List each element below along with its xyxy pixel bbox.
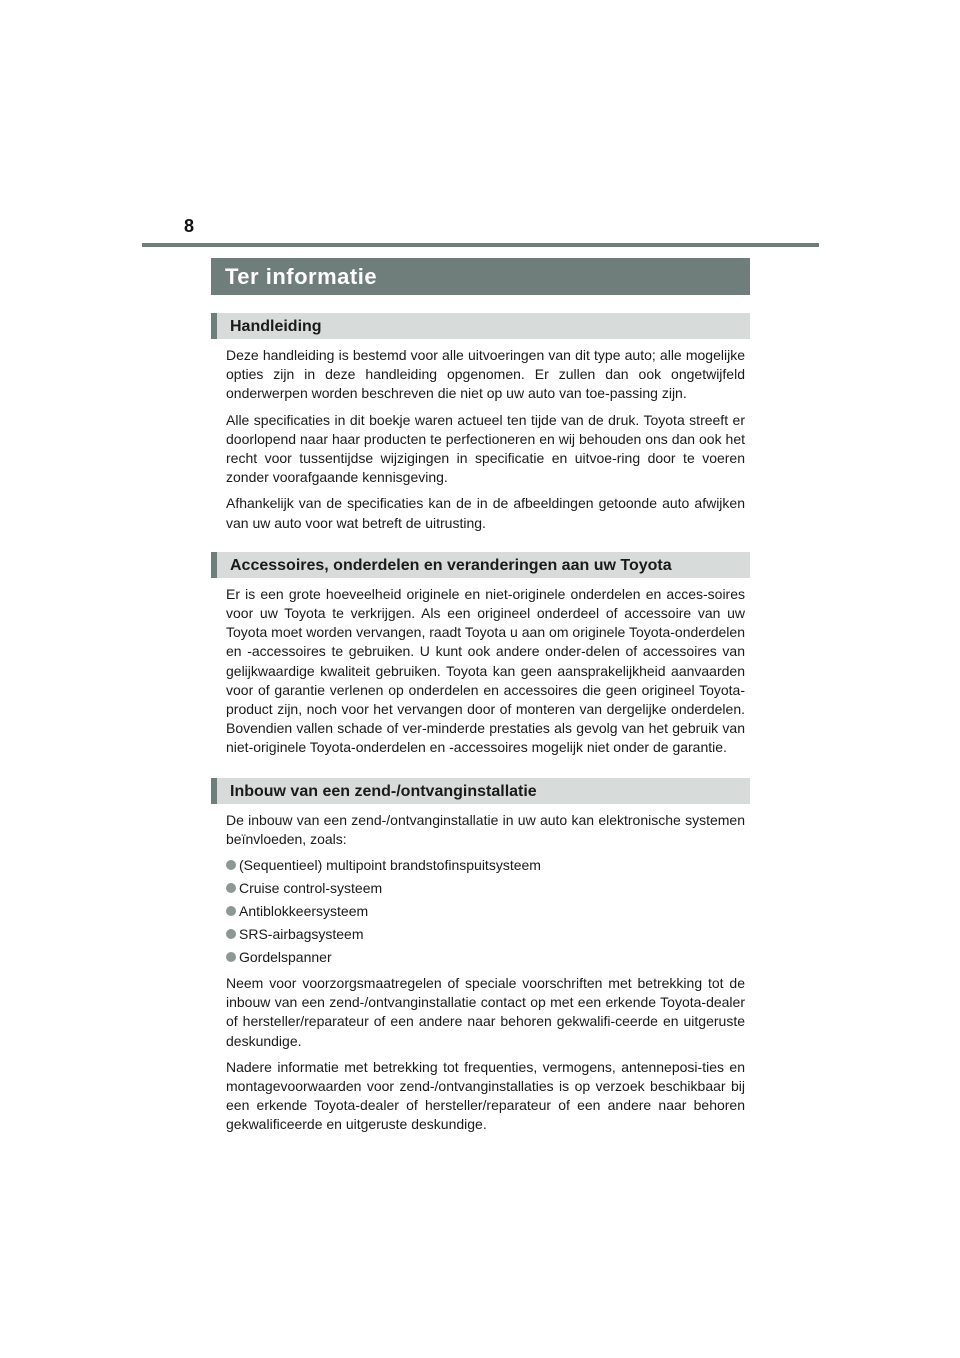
paragraph: Er is een grote hoeveelheid originele en niet-originele onderdelen en acces-soires voor uw Toyota te verkrijgen. Als een origineel onderdeel of accessoire van uw Toyota moet worden vervangen, raadt Toyota u aan om originele Toyota-onderdelen en -accessoires te gebruiken. U kunt ook andere onder-delen of accessoires van gelijkwaardige kwaliteit gebruiken. Toyota kan geen aansprakelijkheid aanvaarden voor of garantie verlenen op onderdelen en accessoires die geen origineel Toyota-product zijn, noch voor het vervangen door of monteren van dergelijke onderdelen. Bovendien vallen schade of ver-minderde prestaties als gevolg van het gebruik van niet-originele Toyota-onderdelen en -accessoires mogelijk niet onder de garantie. [226, 585, 745, 756]
paragraph: Neem voor voorzorgsmaatregelen of speciale voorschriften met betrekking tot de inbouw van een zend-/ontvanginstallatie contact op met een erkende Toyota-dealer of hersteller/reparateur of een andere naar behoren gekwalifi-ceerde en uitgeruste deskundige. [226, 975, 745, 1049]
section-title: Handleiding [230, 318, 322, 335]
page-number: 8 [184, 216, 195, 236]
section-header-inbouw [211, 778, 750, 804]
list-item [226, 948, 745, 967]
chapter-title: Ter informatie [225, 264, 378, 289]
list-item-text: (Sequentieel) multipoint brandstofinspuitsysteem [239, 857, 541, 874]
chapter-header [211, 258, 750, 295]
list-item [226, 925, 745, 944]
section-body-accessoires [211, 578, 750, 758]
section-header-handleiding [211, 313, 750, 339]
list-item-text: Gordelspanner [239, 949, 332, 966]
page-content [211, 313, 750, 1142]
section-title: Accessoires, onderdelen en veranderingen aan uw Toyota [230, 556, 672, 574]
section-header-accessoires [211, 552, 750, 578]
section-body-handleiding [211, 339, 750, 533]
paragraph: Afhankelijk van de specificaties kan de in de afbeeldingen getoonde auto afwijken van uw auto voor wat betreft de uitrusting. [226, 495, 745, 531]
list-item-text: Antiblokkeersysteem [239, 903, 369, 920]
bullet-icon [226, 952, 236, 962]
paragraph: Deze handleiding is bestemd voor alle uitvoeringen van dit type auto; alle mogelijke opties zijn in deze handleiding opgenomen. Er zullen dan ook ongetwijfeld onderwerpen worden beschreven die niet op uw auto van toe-passing zijn. [226, 347, 745, 402]
paragraph: Alle specificaties in dit boekje waren actueel ten tijde van de druk. Toyota streeft er doorlopend naar haar producten te perfectioneren en wij behouden ons dan ook het recht voor tussentijdse wijzigingen in specificatie en uitvoe-ring door te voeren zonder voorafgaande kennisgeving. [226, 411, 745, 486]
bullet-icon [226, 929, 236, 939]
bullet-icon [226, 860, 236, 870]
bullet-icon [226, 883, 236, 893]
section-body-inbouw [211, 804, 750, 1135]
section-title: Inbouw van een zend-/ontvanginstallatie [230, 782, 537, 800]
list-item-text: SRS-airbagsysteem [239, 926, 364, 943]
paragraph: Nadere informatie met betrekking tot frequenties, vermogens, antenneposi-ties en montagevoorwaarden voor zend-/ontvanginstallaties is op verzoek beschikbaar bij een erkende Toyota-dealer of hersteller/reparateur of een andere naar behoren gekwalificeerde en uitgeruste deskundige. [226, 1058, 745, 1133]
header-rule [142, 243, 819, 247]
bullet-icon [226, 906, 236, 916]
list-item [226, 902, 745, 921]
list-item [226, 856, 745, 875]
list-item-text: Cruise control-systeem [239, 880, 383, 897]
paragraph-intro: De inbouw van een zend-/ontvanginstallatie in uw auto kan elektronische systemen beïnvloeden, zoals: [226, 811, 745, 847]
list-item [226, 879, 745, 898]
